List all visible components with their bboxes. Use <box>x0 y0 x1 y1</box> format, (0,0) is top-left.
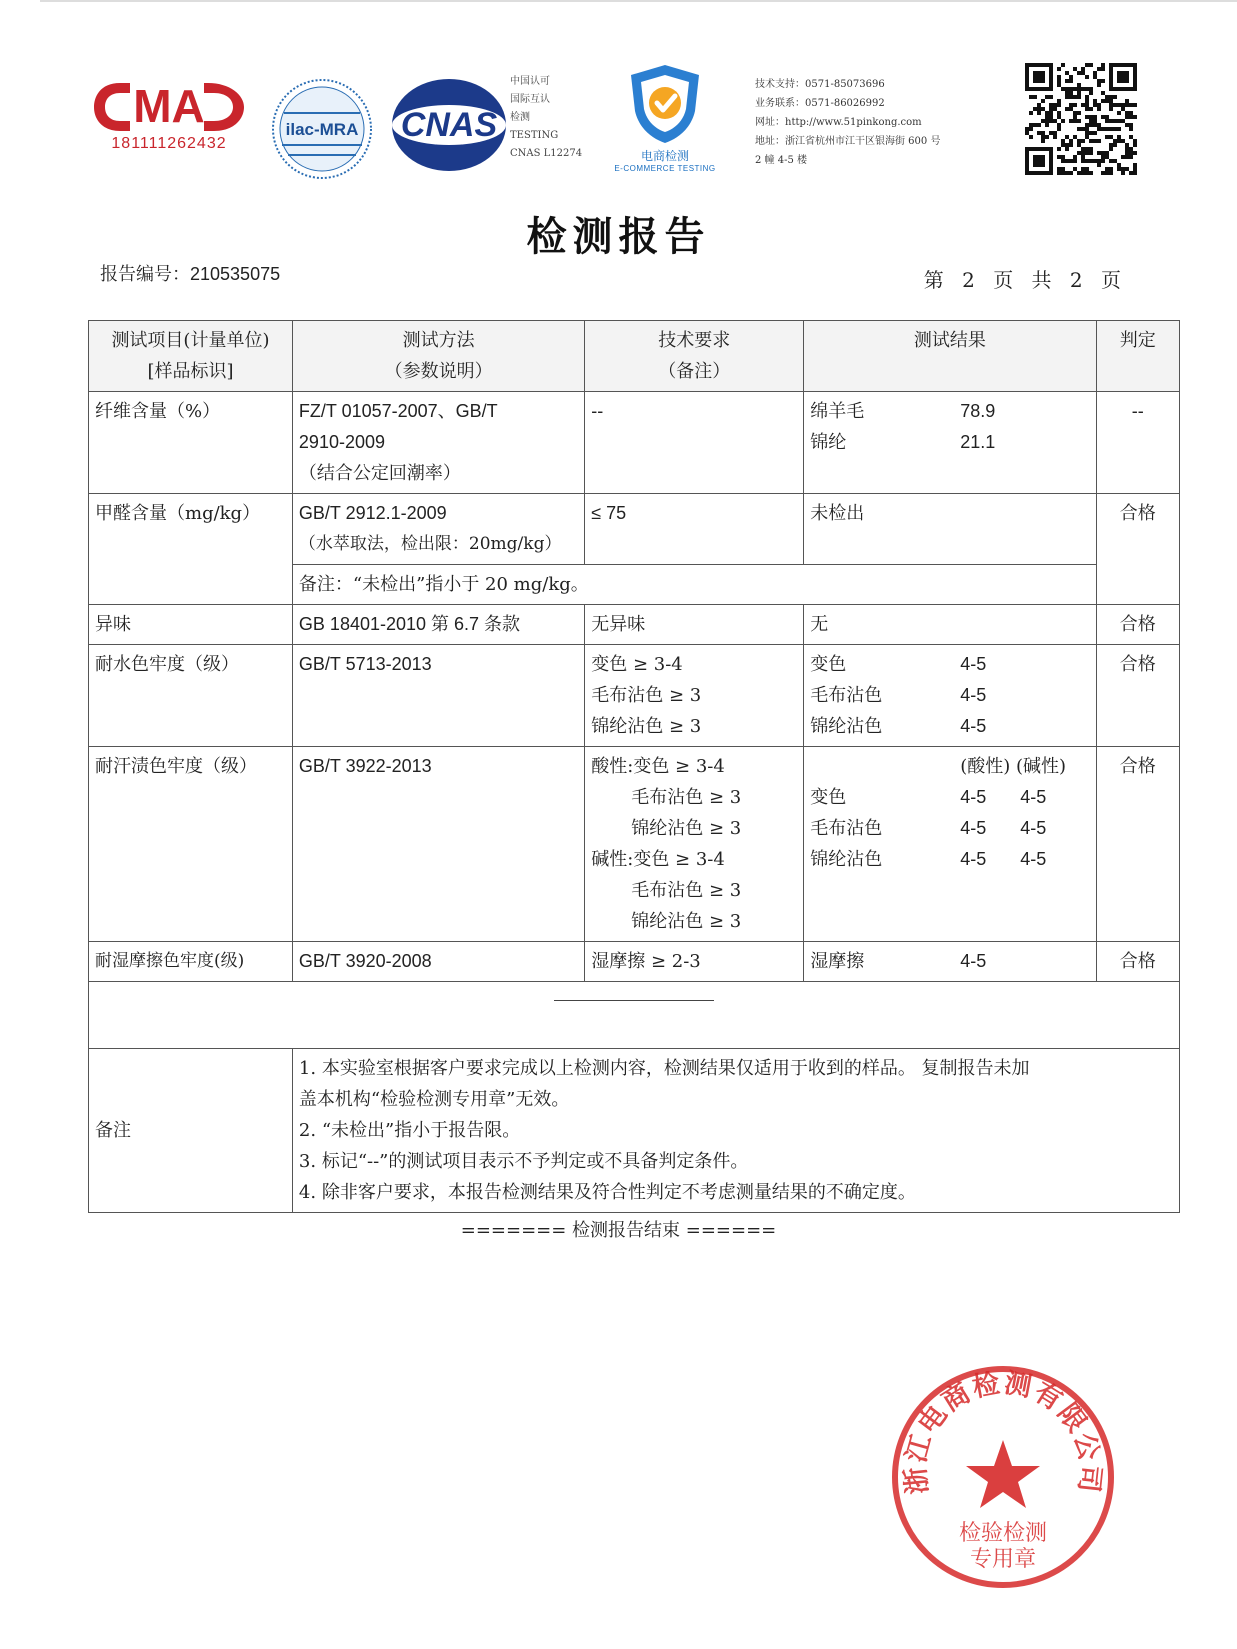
header-req-line2: （备注） <box>658 361 731 382</box>
header-method-line2: （参数说明） <box>384 361 493 382</box>
ecommerce-en: E-COMMERCE TESTING <box>614 164 716 173</box>
report-end-marker: ======= 检测报告结束 ====== <box>460 1220 777 1241</box>
requirement-line: 变色 ≥ 3-4 <box>591 654 683 675</box>
remarks-row <box>89 1049 1180 1213</box>
ecommerce-cn: 电商检测 <box>640 149 689 163</box>
ilac-text: ilac-MRA <box>285 120 359 139</box>
result-cell: 无 <box>804 605 1096 645</box>
requirement-cell: -- <box>585 392 804 494</box>
item-cell: 耐汗渍色牢度（级） <box>89 747 293 942</box>
contact-line: 网址：http://www.51pinkong.com <box>755 117 922 128</box>
result-key: 锦纶沾色 <box>810 849 883 870</box>
note-cell: 备注：“未检出”指小于 20 mg/kg。 <box>292 565 1096 605</box>
end-of-items-line <box>554 1000 714 1001</box>
item-cell: 异味 <box>89 605 293 645</box>
header-item-line1: 测试项目(计量单位) <box>111 330 270 351</box>
cnas-info <box>510 73 590 163</box>
remarks-label: 备注 <box>89 1049 293 1213</box>
requirement-line: 酸性:变色 ≥ 3-4 <box>591 756 725 777</box>
table-row <box>89 392 1180 494</box>
contact-line: 地址：浙江省杭州市江干区银海街 600 号 <box>755 136 941 147</box>
contact-line: 技术支持：0571-85073696 <box>755 79 885 90</box>
remark-line: 4. 除非客户要求，本报告检测结果及符合性判定不考虑测量结果的不确定度。 <box>298 1182 916 1203</box>
cma-number: 181111262432 <box>111 135 227 152</box>
contact-info <box>755 75 985 170</box>
ilac-mra-logo <box>270 77 374 185</box>
header-item-line2: [样品标识] <box>147 361 234 382</box>
requirement-line: 碱性:变色 ≥ 3-4 <box>591 849 725 870</box>
result-key: 绵羊毛 <box>810 401 865 422</box>
result-key: 变色 <box>810 654 847 675</box>
verdict-cell: -- <box>1096 392 1179 494</box>
requirement-cell <box>585 645 804 747</box>
result-pair <box>810 680 1089 711</box>
result-key: 湿摩擦 <box>810 951 865 972</box>
company-seal <box>888 1362 1118 1592</box>
result-key: 锦纶沾色 <box>810 716 883 737</box>
method-cell <box>292 392 584 494</box>
top-divider <box>40 0 1237 2</box>
result-key: 锦纶 <box>810 432 847 453</box>
result-pair <box>810 782 1089 813</box>
result-key: 变色 <box>810 787 847 808</box>
result-value-alkaline: 4-5 <box>1020 849 1047 869</box>
requirement-cell: ≤ 75 <box>585 494 804 565</box>
verdict-cell: 合格 <box>1096 605 1179 645</box>
table-row <box>89 942 1180 982</box>
qr-code-icon <box>1025 63 1137 179</box>
cnas-info-line: 检测 <box>510 112 530 123</box>
requirement-cell: 湿摩擦 ≥ 2-3 <box>585 942 804 982</box>
report-header <box>90 55 1170 195</box>
ecommerce-testing-logo <box>610 61 720 173</box>
cnas-info-line: 中国认可 <box>510 76 550 87</box>
result-value-acid: 4-5 <box>960 849 987 869</box>
verdict-cell: 合格 <box>1096 645 1179 747</box>
report-title: 检测报告 <box>526 213 711 260</box>
blank-cell <box>89 982 1180 1049</box>
result-value: 4-5 <box>960 685 987 705</box>
result-value-alkaline: 4-5 <box>1020 787 1047 807</box>
method-line: 2910-2009 <box>298 432 386 452</box>
result-key: 毛布沾色 <box>810 818 883 839</box>
remark-line: 3. 标记“--”的测试项目表示不予判定或不具备判定条件。 <box>298 1151 749 1172</box>
item-cell: 纤维含量（%） <box>89 392 293 494</box>
result-pair <box>810 396 1089 427</box>
seal-stamp-icon <box>888 1362 1118 1592</box>
cnas-text: CNAS <box>400 106 498 144</box>
requirement-line: 毛布沾色 ≥ 3 <box>591 685 702 706</box>
result-pair <box>810 427 1089 458</box>
item-cell: 耐水色牢度（级） <box>89 645 293 747</box>
method-cell: GB/T 3922-2013 <box>292 747 584 942</box>
method-line: FZ/T 01057-2007、GB/T <box>298 401 498 421</box>
cma-logo <box>90 75 248 153</box>
method-line: （水萃取法，检出限：20mg/kg） <box>298 534 562 554</box>
table-row <box>89 494 1180 565</box>
result-pair <box>810 649 1089 680</box>
result-pair <box>810 946 1089 977</box>
item-cell: 甲醛含量（mg/kg） <box>89 494 293 605</box>
remark-line: 盖本机构“检验检测专用章”无效。 <box>298 1089 570 1110</box>
cnas-info-line: 国际互认 <box>510 94 550 105</box>
result-subheader: (酸性) (碱性) <box>960 756 1067 777</box>
ilac-globe-icon <box>270 77 374 181</box>
item-cell: 耐湿摩擦色牢度(级) <box>89 942 293 982</box>
result-value: 21.1 <box>960 432 996 452</box>
result-pair <box>810 751 1089 782</box>
result-value-acid: 4-5 <box>960 818 987 838</box>
result-pair <box>810 844 1089 875</box>
header-verdict: 判定 <box>1096 321 1179 392</box>
verdict-cell: 合格 <box>1096 747 1179 942</box>
result-value: 4-5 <box>960 716 987 736</box>
requirement-line: 锦纶沾色 ≥ 3 <box>591 716 702 737</box>
result-cell: 未检出 <box>804 494 1096 565</box>
method-cell: GB/T 3920-2008 <box>292 942 584 982</box>
result-cell <box>804 942 1096 982</box>
cnas-info-line: CNAS L12274 <box>510 148 583 159</box>
cnas-info-line: TESTING <box>510 130 559 141</box>
blank-row <box>89 982 1180 1049</box>
verdict-cell: 合格 <box>1096 494 1179 605</box>
requirement-cell: 无异味 <box>585 605 804 645</box>
cnas-logo <box>390 75 508 179</box>
result-value: 4-5 <box>960 654 987 674</box>
header-item <box>89 321 293 392</box>
result-value: 78.9 <box>960 401 996 421</box>
table-row <box>89 605 1180 645</box>
header-method <box>292 321 584 392</box>
result-value: 4-5 <box>960 951 987 971</box>
result-table <box>88 320 1180 1213</box>
method-cell: GB 18401-2010 第 6.7 条款 <box>292 605 584 645</box>
cma-mark-icon <box>90 75 248 137</box>
method-line: GB/T 2912.1-2009 <box>298 503 447 523</box>
table-row <box>89 645 1180 747</box>
requirement-line: 毛布沾色 ≥ 3 <box>631 880 742 901</box>
header-requirement <box>585 321 804 392</box>
result-value-alkaline: 4-5 <box>1020 818 1047 838</box>
result-pair <box>810 813 1089 844</box>
requirement-line: 毛布沾色 ≥ 3 <box>631 787 742 808</box>
result-cell <box>804 392 1096 494</box>
header-result: 测试结果 <box>804 321 1096 392</box>
method-cell: GB/T 5713-2013 <box>292 645 584 747</box>
seal-line2: 专用章 <box>969 1547 1037 1572</box>
cnas-mark-icon <box>390 75 508 175</box>
report-number-label: 报告编号： <box>100 264 190 285</box>
requirement-line: 锦纶沾色 ≥ 3 <box>631 911 742 932</box>
result-pair <box>810 711 1089 742</box>
remark-line: 2. “未检出”指小于报告限。 <box>298 1120 521 1141</box>
requirement-line: 锦纶沾色 ≥ 3 <box>631 818 742 839</box>
page-indicator: 第 2 页 共 2 页 <box>923 268 1127 292</box>
result-cell <box>804 747 1096 942</box>
seal-line1: 检验检测 <box>958 1521 1048 1546</box>
result-cell <box>804 645 1096 747</box>
result-key: 毛布沾色 <box>810 685 883 706</box>
remark-line: 1. 本实验室根据客户要求完成以上检测内容，检测结果仅适用于收到的样品。 复制报告未加 <box>298 1058 1030 1079</box>
result-value-acid: 4-5 <box>960 787 987 807</box>
requirement-cell <box>585 747 804 942</box>
contact-line: 2 幢 4-5 楼 <box>755 155 808 166</box>
table-row <box>89 747 1180 942</box>
method-line: （结合公定回潮率） <box>298 463 461 484</box>
report-number-value: 210535075 <box>190 264 281 284</box>
cma-logo-text: MA <box>133 80 205 132</box>
contact-line: 业务联系：0571-86026992 <box>755 98 885 109</box>
header-req-line1: 技术要求 <box>658 330 731 351</box>
method-cell <box>292 494 584 565</box>
report-number <box>100 260 280 286</box>
seal-company-name: 浙江电商检测有限公司 <box>900 1367 1106 1496</box>
verdict-cell: 合格 <box>1096 942 1179 982</box>
remarks-cell <box>292 1049 1179 1213</box>
header-method-line1: 测试方法 <box>402 330 475 351</box>
table-header-row <box>89 321 1180 392</box>
shield-check-icon <box>623 61 707 147</box>
